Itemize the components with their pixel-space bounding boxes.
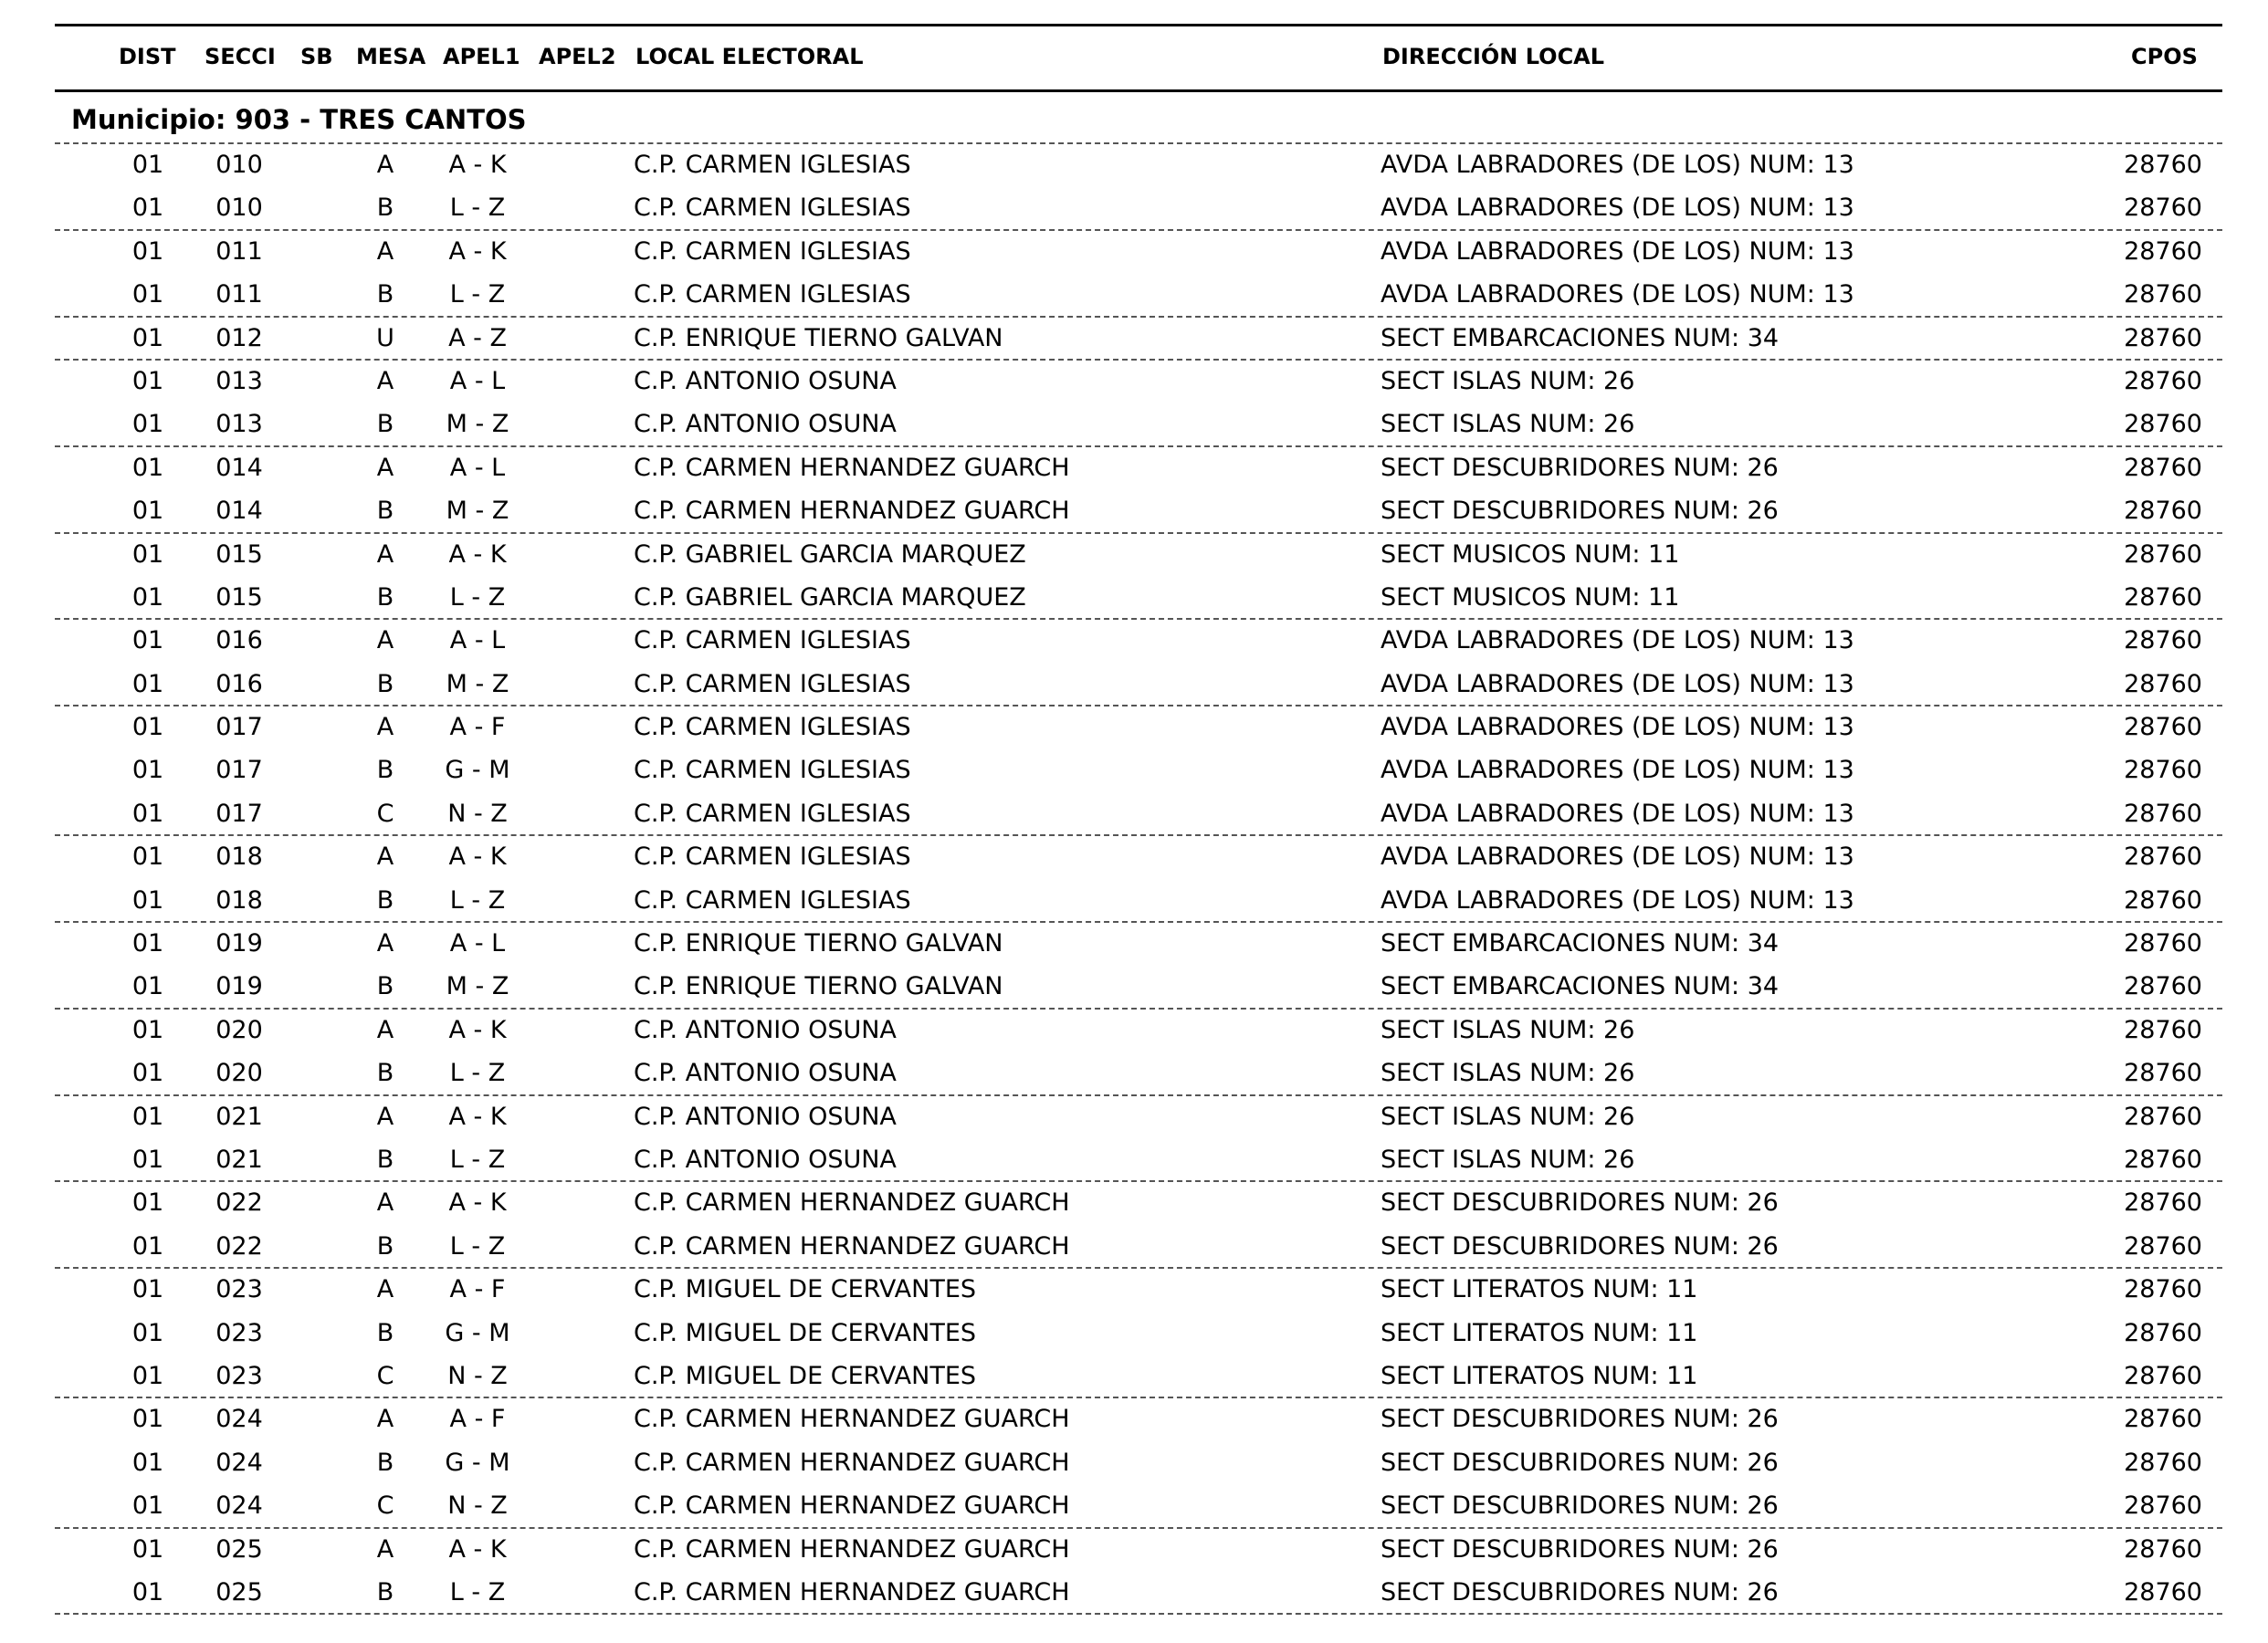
dist-cell: 01 [131,1318,164,1347]
cpos-cell: 28760 [2124,669,2202,698]
local-electoral-cell: C.P. GABRIEL GARCIA MARQUEZ [634,582,1026,612]
apel-cell: A - K [448,236,507,266]
direccion-local-cell: SECT MUSICOS NUM: 11 [1381,582,1680,612]
apel-cell: M - Z [446,497,509,526]
dist-cell: 01 [131,1361,164,1390]
local-electoral-cell: C.P. CARMEN IGLESIAS [634,626,911,655]
secci-cell: 018 [215,885,263,915]
local-electoral-cell: C.P. CARMEN IGLESIAS [634,842,911,872]
table-row [0,1224,2268,1267]
secci-cell: 020 [215,1059,263,1088]
dist-cell: 01 [131,1405,164,1434]
mesa-cell: B [376,1059,394,1088]
dist-cell: 01 [131,323,164,352]
cpos-cell: 28760 [2124,194,2202,223]
apel-cell: M - Z [446,972,509,1001]
mesa-cell: A [376,842,394,872]
table-row [0,445,2268,488]
mesa-cell: C [376,799,394,828]
direccion-local-cell: SECT DESCUBRIDORES NUM: 26 [1381,1534,1779,1564]
cpos-cell: 28760 [2124,1448,2202,1477]
table-row [0,1267,2268,1310]
cpos-cell: 28760 [2124,842,2202,872]
local-electoral-cell: C.P. ANTONIO OSUNA [634,1102,897,1131]
cpos-cell: 28760 [2124,1405,2202,1434]
apel-cell: L - Z [449,1231,506,1261]
dist-cell: 01 [131,972,164,1001]
direccion-local-cell: SECT DESCUBRIDORES NUM: 26 [1381,1405,1779,1434]
cpos-cell: 28760 [2124,1318,2202,1347]
local-electoral-cell: C.P. CARMEN HERNANDEZ GUARCH [634,1231,1070,1261]
secci-cell: 024 [215,1448,263,1477]
apel-cell: A - F [449,713,506,742]
secci-cell: 018 [215,842,263,872]
dist-cell: 01 [131,626,164,655]
local-electoral-cell: C.P. CARMEN IGLESIAS [634,194,911,223]
dist-cell: 01 [131,366,164,395]
header-apel1: APEL1 [443,44,520,69]
secci-cell: 014 [215,453,263,482]
mesa-cell: A [376,539,394,569]
secci-cell: 024 [215,1405,263,1434]
local-electoral-cell: C.P. CARMEN HERNANDEZ GUARCH [634,1405,1070,1434]
secci-cell: 015 [215,539,263,569]
apel-cell: A - Z [448,323,507,352]
cpos-cell: 28760 [2124,582,2202,612]
cpos-cell: 28760 [2124,1361,2202,1390]
dist-cell: 01 [131,194,164,223]
municipio-title: Municipio: 903 - TRES CANTOS [71,104,527,135]
table-row [0,662,2268,705]
cpos-cell: 28760 [2124,756,2202,785]
apel-cell: L - Z [449,280,506,309]
dist-cell: 01 [131,453,164,482]
local-electoral-cell: C.P. CARMEN IGLESIAS [634,669,911,698]
secci-cell: 021 [215,1145,263,1174]
mesa-cell: A [376,151,394,179]
table-row [0,1483,2268,1526]
mesa-cell: A [376,626,394,655]
cpos-cell: 28760 [2124,410,2202,439]
table-row [0,748,2268,790]
cpos-cell: 28760 [2124,1145,2202,1174]
mesa-cell: A [376,453,394,482]
mesa-cell: A [376,1015,394,1044]
dist-cell: 01 [131,1275,164,1304]
local-electoral-cell: C.P. MIGUEL DE CERVANTES [634,1318,977,1347]
dist-cell: 01 [131,1577,164,1606]
apel-cell: A - L [449,929,506,958]
apel-cell: A - F [449,1405,506,1434]
direccion-local-cell: SECT DESCUBRIDORES NUM: 26 [1381,453,1779,482]
header-mesa: MESA [356,44,426,69]
apel-cell: A - K [448,1102,507,1131]
dist-cell: 01 [131,669,164,698]
header-cpos: CPOS [2131,44,2198,69]
mesa-cell: A [376,236,394,266]
direccion-local-cell: AVDA LABRADORES (DE LOS) NUM: 13 [1381,236,1854,266]
local-electoral-cell: C.P. CARMEN IGLESIAS [634,756,911,785]
mesa-cell: C [376,1361,394,1390]
local-electoral-cell: C.P. CARMEN IGLESIAS [634,799,911,828]
apel-cell: L - Z [449,1059,506,1088]
local-electoral-cell: C.P. MIGUEL DE CERVANTES [634,1361,977,1390]
dist-cell: 01 [131,1491,164,1521]
apel-cell: N - Z [447,1361,508,1390]
secci-cell: 017 [215,756,263,785]
secci-cell: 016 [215,626,263,655]
table-row [0,618,2268,661]
mesa-cell: A [376,1534,394,1564]
mesa-cell: B [376,669,394,698]
cpos-cell: 28760 [2124,1491,2202,1521]
table-row [0,272,2268,315]
direccion-local-cell: AVDA LABRADORES (DE LOS) NUM: 13 [1381,713,1854,742]
local-electoral-cell: C.P. ANTONIO OSUNA [634,1015,897,1044]
cpos-cell: 28760 [2124,151,2202,179]
direccion-local-cell: SECT LITERATOS NUM: 11 [1381,1275,1698,1304]
table-row [0,1570,2268,1613]
mesa-cell: A [376,929,394,958]
table-row [0,705,2268,748]
secci-cell: 023 [215,1275,263,1304]
cpos-cell: 28760 [2124,497,2202,526]
table-row [0,878,2268,921]
direccion-local-cell: AVDA LABRADORES (DE LOS) NUM: 13 [1381,885,1854,915]
cpos-cell: 28760 [2124,1059,2202,1088]
table-row [0,402,2268,445]
local-electoral-cell: C.P. ENRIQUE TIERNO GALVAN [634,929,1003,958]
local-electoral-cell: C.P. MIGUEL DE CERVANTES [634,1275,977,1304]
cpos-cell: 28760 [2124,539,2202,569]
direccion-local-cell: SECT ISLAS NUM: 26 [1381,1059,1635,1088]
mesa-cell: B [376,756,394,785]
dist-cell: 01 [131,756,164,785]
direccion-local-cell: SECT ISLAS NUM: 26 [1381,1015,1635,1044]
table-row [0,1311,2268,1354]
secci-cell: 013 [215,366,263,395]
direccion-local-cell: SECT DESCUBRIDORES NUM: 26 [1381,1577,1779,1606]
direccion-local-cell: SECT ISLAS NUM: 26 [1381,366,1635,395]
secci-cell: 013 [215,410,263,439]
secci-cell: 011 [215,280,263,309]
table-row [0,1397,2268,1439]
table-row [0,575,2268,618]
secci-cell: 015 [215,582,263,612]
header-apel2: APEL2 [539,44,616,69]
apel-cell: A - K [448,151,507,179]
mesa-cell: B [376,1231,394,1261]
direccion-local-cell: SECT DESCUBRIDORES NUM: 26 [1381,1448,1779,1477]
apel-cell: A - K [448,539,507,569]
table-row [0,359,2268,402]
local-electoral-cell: C.P. GABRIEL GARCIA MARQUEZ [634,539,1026,569]
dist-cell: 01 [131,1102,164,1131]
mesa-cell: B [376,885,394,915]
mesa-cell: B [376,1448,394,1477]
cpos-cell: 28760 [2124,1188,2202,1218]
local-electoral-cell: C.P. CARMEN HERNANDEZ GUARCH [634,1577,1070,1606]
dist-cell: 01 [131,1059,164,1088]
dist-cell: 01 [131,885,164,915]
direccion-local-cell: SECT LITERATOS NUM: 11 [1381,1361,1698,1390]
mesa-cell: A [376,713,394,742]
secci-cell: 020 [215,1015,263,1044]
apel-cell: N - Z [447,1491,508,1521]
cpos-cell: 28760 [2124,972,2202,1001]
cpos-cell: 28760 [2124,885,2202,915]
apel-cell: L - Z [449,1145,506,1174]
dist-cell: 01 [131,713,164,742]
direccion-local-cell: SECT DESCUBRIDORES NUM: 26 [1381,497,1779,526]
header-bottom-rule [55,89,2222,92]
dist-cell: 01 [131,1534,164,1564]
direccion-local-cell: SECT LITERATOS NUM: 11 [1381,1318,1698,1347]
cpos-cell: 28760 [2124,799,2202,828]
mesa-cell: C [376,1491,394,1521]
cpos-cell: 28760 [2124,626,2202,655]
local-electoral-cell: C.P. CARMEN HERNANDEZ GUARCH [634,453,1070,482]
cpos-cell: 28760 [2124,929,2202,958]
apel-cell: M - Z [446,410,509,439]
dist-cell: 01 [131,582,164,612]
local-electoral-cell: C.P. CARMEN HERNANDEZ GUARCH [634,1534,1070,1564]
local-electoral-cell: C.P. CARMEN HERNANDEZ GUARCH [634,1491,1070,1521]
direccion-local-cell: AVDA LABRADORES (DE LOS) NUM: 13 [1381,669,1854,698]
cpos-cell: 28760 [2124,1015,2202,1044]
secci-cell: 019 [215,929,263,958]
direccion-local-cell: AVDA LABRADORES (DE LOS) NUM: 13 [1381,151,1854,179]
header-dist: DIST [119,44,176,69]
apel-cell: L - Z [449,885,506,915]
mesa-cell: U [376,323,394,352]
local-electoral-cell: C.P. ANTONIO OSUNA [634,1145,897,1174]
table-row [0,1137,2268,1180]
cpos-cell: 28760 [2124,453,2202,482]
secci-cell: 023 [215,1318,263,1347]
direccion-local-cell: SECT EMBARCACIONES NUM: 34 [1381,323,1780,352]
mesa-cell: B [376,280,394,309]
mesa-cell: B [376,1145,394,1174]
header-direccion-local: DIRECCIÓN LOCAL [1382,44,1605,69]
dist-cell: 01 [131,280,164,309]
direccion-local-cell: AVDA LABRADORES (DE LOS) NUM: 13 [1381,756,1854,785]
secci-cell: 022 [215,1188,263,1218]
apel-cell: N - Z [447,799,508,828]
local-electoral-cell: C.P. ANTONIO OSUNA [634,1059,897,1088]
apel-cell: G - M [445,756,510,785]
direccion-local-cell: SECT DESCUBRIDORES NUM: 26 [1381,1231,1779,1261]
direccion-local-cell: AVDA LABRADORES (DE LOS) NUM: 13 [1381,280,1854,309]
apel-cell: A - L [449,366,506,395]
header-secci: SECCI [205,44,276,69]
local-electoral-cell: C.P. ANTONIO OSUNA [634,410,897,439]
secci-cell: 021 [215,1102,263,1131]
direccion-local-cell: SECT EMBARCACIONES NUM: 34 [1381,972,1780,1001]
local-electoral-cell: C.P. ANTONIO OSUNA [634,366,897,395]
dist-cell: 01 [131,1448,164,1477]
local-electoral-cell: C.P. CARMEN HERNANDEZ GUARCH [634,497,1070,526]
local-electoral-cell: C.P. ENRIQUE TIERNO GALVAN [634,323,1003,352]
cpos-cell: 28760 [2124,236,2202,266]
table-row [0,185,2268,228]
mesa-cell: A [376,1275,394,1304]
local-electoral-cell: C.P. CARMEN HERNANDEZ GUARCH [634,1448,1070,1477]
table-row [0,1354,2268,1397]
apel-cell: A - F [449,1275,506,1304]
dist-cell: 01 [131,410,164,439]
secci-cell: 025 [215,1577,263,1606]
local-electoral-cell: C.P. CARMEN IGLESIAS [634,280,911,309]
dist-cell: 01 [131,1188,164,1218]
secci-cell: 017 [215,713,263,742]
apel-cell: A - K [448,1188,507,1218]
cpos-cell: 28760 [2124,323,2202,352]
cpos-cell: 28760 [2124,280,2202,309]
header-local-electoral: LOCAL ELECTORAL [635,44,864,69]
direccion-local-cell: SECT ISLAS NUM: 26 [1381,1145,1635,1174]
direccion-local-cell: SECT ISLAS NUM: 26 [1381,1102,1635,1131]
mesa-cell: A [376,1188,394,1218]
apel-cell: L - Z [449,194,506,223]
direccion-local-cell: AVDA LABRADORES (DE LOS) NUM: 13 [1381,194,1854,223]
table-body [0,142,2268,1613]
dist-cell: 01 [131,1015,164,1044]
dist-cell: 01 [131,539,164,569]
direccion-local-cell: SECT DESCUBRIDORES NUM: 26 [1381,1491,1779,1521]
mesa-cell: A [376,1405,394,1434]
mesa-cell: B [376,1318,394,1347]
apel-cell: M - Z [446,669,509,698]
table-row [0,1180,2268,1223]
local-electoral-cell: C.P. CARMEN IGLESIAS [634,151,911,179]
table-row [0,532,2268,575]
direccion-local-cell: SECT DESCUBRIDORES NUM: 26 [1381,1188,1779,1218]
dist-cell: 01 [131,799,164,828]
direccion-local-cell: AVDA LABRADORES (DE LOS) NUM: 13 [1381,842,1854,872]
secci-cell: 025 [215,1534,263,1564]
mesa-cell: A [376,366,394,395]
dist-cell: 01 [131,497,164,526]
secci-cell: 014 [215,497,263,526]
dist-cell: 01 [131,929,164,958]
cpos-cell: 28760 [2124,1577,2202,1606]
cpos-cell: 28760 [2124,1102,2202,1131]
secci-cell: 023 [215,1361,263,1390]
cpos-cell: 28760 [2124,1275,2202,1304]
table-row [0,1094,2268,1137]
apel-cell: A - K [448,1534,507,1564]
mesa-cell: B [376,1577,394,1606]
table-row [0,142,2268,185]
secci-cell: 011 [215,236,263,266]
apel-cell: A - K [448,842,507,872]
dist-cell: 01 [131,236,164,266]
apel-cell: A - L [449,453,506,482]
table-row [0,791,2268,834]
header-sb: SB [300,44,333,69]
mesa-cell: A [376,1102,394,1131]
secci-cell: 024 [215,1491,263,1521]
apel-cell: L - Z [449,582,506,612]
dist-cell: 01 [131,1145,164,1174]
local-electoral-cell: C.P. CARMEN IGLESIAS [634,885,911,915]
cpos-cell: 28760 [2124,1231,2202,1261]
cpos-cell: 28760 [2124,1534,2202,1564]
secci-cell: 019 [215,972,263,1001]
table-row [0,921,2268,964]
header-top-rule [55,24,2222,26]
cpos-cell: 28760 [2124,713,2202,742]
mesa-cell: B [376,497,394,526]
local-electoral-cell: C.P. ENRIQUE TIERNO GALVAN [634,972,1003,1001]
secci-cell: 010 [215,194,263,223]
secci-cell: 016 [215,669,263,698]
direccion-local-cell: AVDA LABRADORES (DE LOS) NUM: 13 [1381,799,1854,828]
secci-cell: 022 [215,1231,263,1261]
table-row [0,488,2268,531]
secci-cell: 017 [215,799,263,828]
direccion-local-cell: SECT EMBARCACIONES NUM: 34 [1381,929,1780,958]
apel-cell: G - M [445,1318,510,1347]
direccion-local-cell: AVDA LABRADORES (DE LOS) NUM: 13 [1381,626,1854,655]
mesa-cell: B [376,582,394,612]
table-row [0,1440,2268,1483]
table-row [0,1051,2268,1094]
dist-cell: 01 [131,842,164,872]
mesa-cell: B [376,972,394,1001]
direccion-local-cell: SECT MUSICOS NUM: 11 [1381,539,1680,569]
apel-cell: L - Z [449,1577,506,1606]
table-row [0,229,2268,272]
mesa-cell: B [376,194,394,223]
dist-cell: 01 [131,1231,164,1261]
direccion-local-cell: SECT ISLAS NUM: 26 [1381,410,1635,439]
cpos-cell: 28760 [2124,366,2202,395]
dist-cell: 01 [131,151,164,179]
local-electoral-cell: C.P. CARMEN IGLESIAS [634,713,911,742]
apel-cell: A - K [448,1015,507,1044]
secci-cell: 010 [215,151,263,179]
local-electoral-cell: C.P. CARMEN HERNANDEZ GUARCH [634,1188,1070,1218]
secci-cell: 012 [215,323,263,352]
table-row [0,316,2268,359]
table-row [0,1527,2268,1570]
table-row [0,1008,2268,1051]
mesa-cell: B [376,410,394,439]
apel-cell: G - M [445,1448,510,1477]
table-row [0,964,2268,1007]
apel-cell: A - L [449,626,506,655]
table-row [0,834,2268,877]
local-electoral-cell: C.P. CARMEN IGLESIAS [634,236,911,266]
